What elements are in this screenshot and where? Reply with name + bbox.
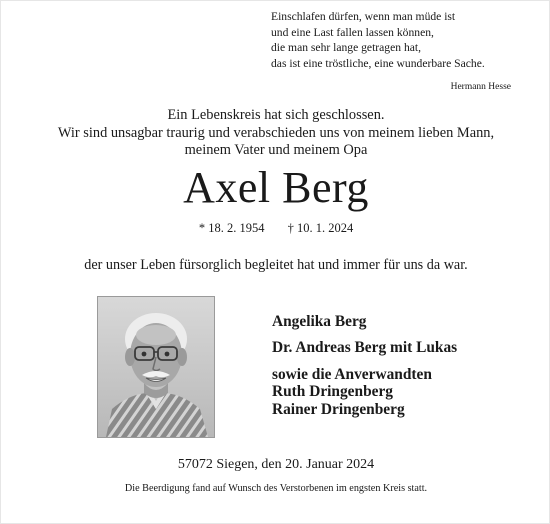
place-and-date: 57072 Siegen, den 20. Januar 2024	[177, 457, 375, 472]
mourners-list	[272, 313, 457, 418]
poem-quote	[271, 9, 531, 71]
birth-date: * 18. 2. 1954	[198, 221, 265, 235]
poem-line: Einschlafen dürfen, wenn man müde ist	[271, 10, 456, 23]
mourner-name: Dr. Andreas Berg mit Lukas	[272, 339, 458, 357]
funeral-note: Die Beerdigung fand auf Wunsch des Verstorbenen im engsten Kreis statt.	[124, 483, 428, 494]
portrait-photo-icon	[98, 297, 214, 437]
relatives-heading: sowie die Anverwandten	[272, 365, 432, 383]
intro-line: meinem Vater und meinem Opa	[184, 142, 368, 158]
intro-line: Wir sind unsagbar traurig und verabschieden uns von meinem lieben Mann,	[57, 124, 495, 141]
intro-line: Ein Lebenskreis hat sich geschlossen.	[167, 107, 385, 123]
tribute-text: der unser Leben fürsorglich begleitet hat und immer für uns da war.	[84, 257, 468, 273]
poem-line: die man sehr lange getragen hat,	[271, 41, 422, 55]
life-dates	[1, 221, 550, 236]
mourner-name: Angelika Berg	[272, 313, 367, 330]
poem-line: und eine Last fallen lassen können,	[271, 25, 434, 39]
portrait-photo	[97, 296, 215, 438]
mourner-name: Rainer Dringenberg	[272, 400, 405, 418]
poem-author: Hermann Hesse	[450, 82, 511, 92]
deceased-name: Axel Berg	[183, 163, 369, 212]
poem-line: das ist eine tröstliche, eine wunderbare Sache.	[271, 56, 485, 70]
death-date: † 10. 1. 2024	[287, 221, 354, 235]
mourner-name: Ruth Dringenberg	[272, 383, 393, 401]
intro-text	[1, 107, 550, 160]
